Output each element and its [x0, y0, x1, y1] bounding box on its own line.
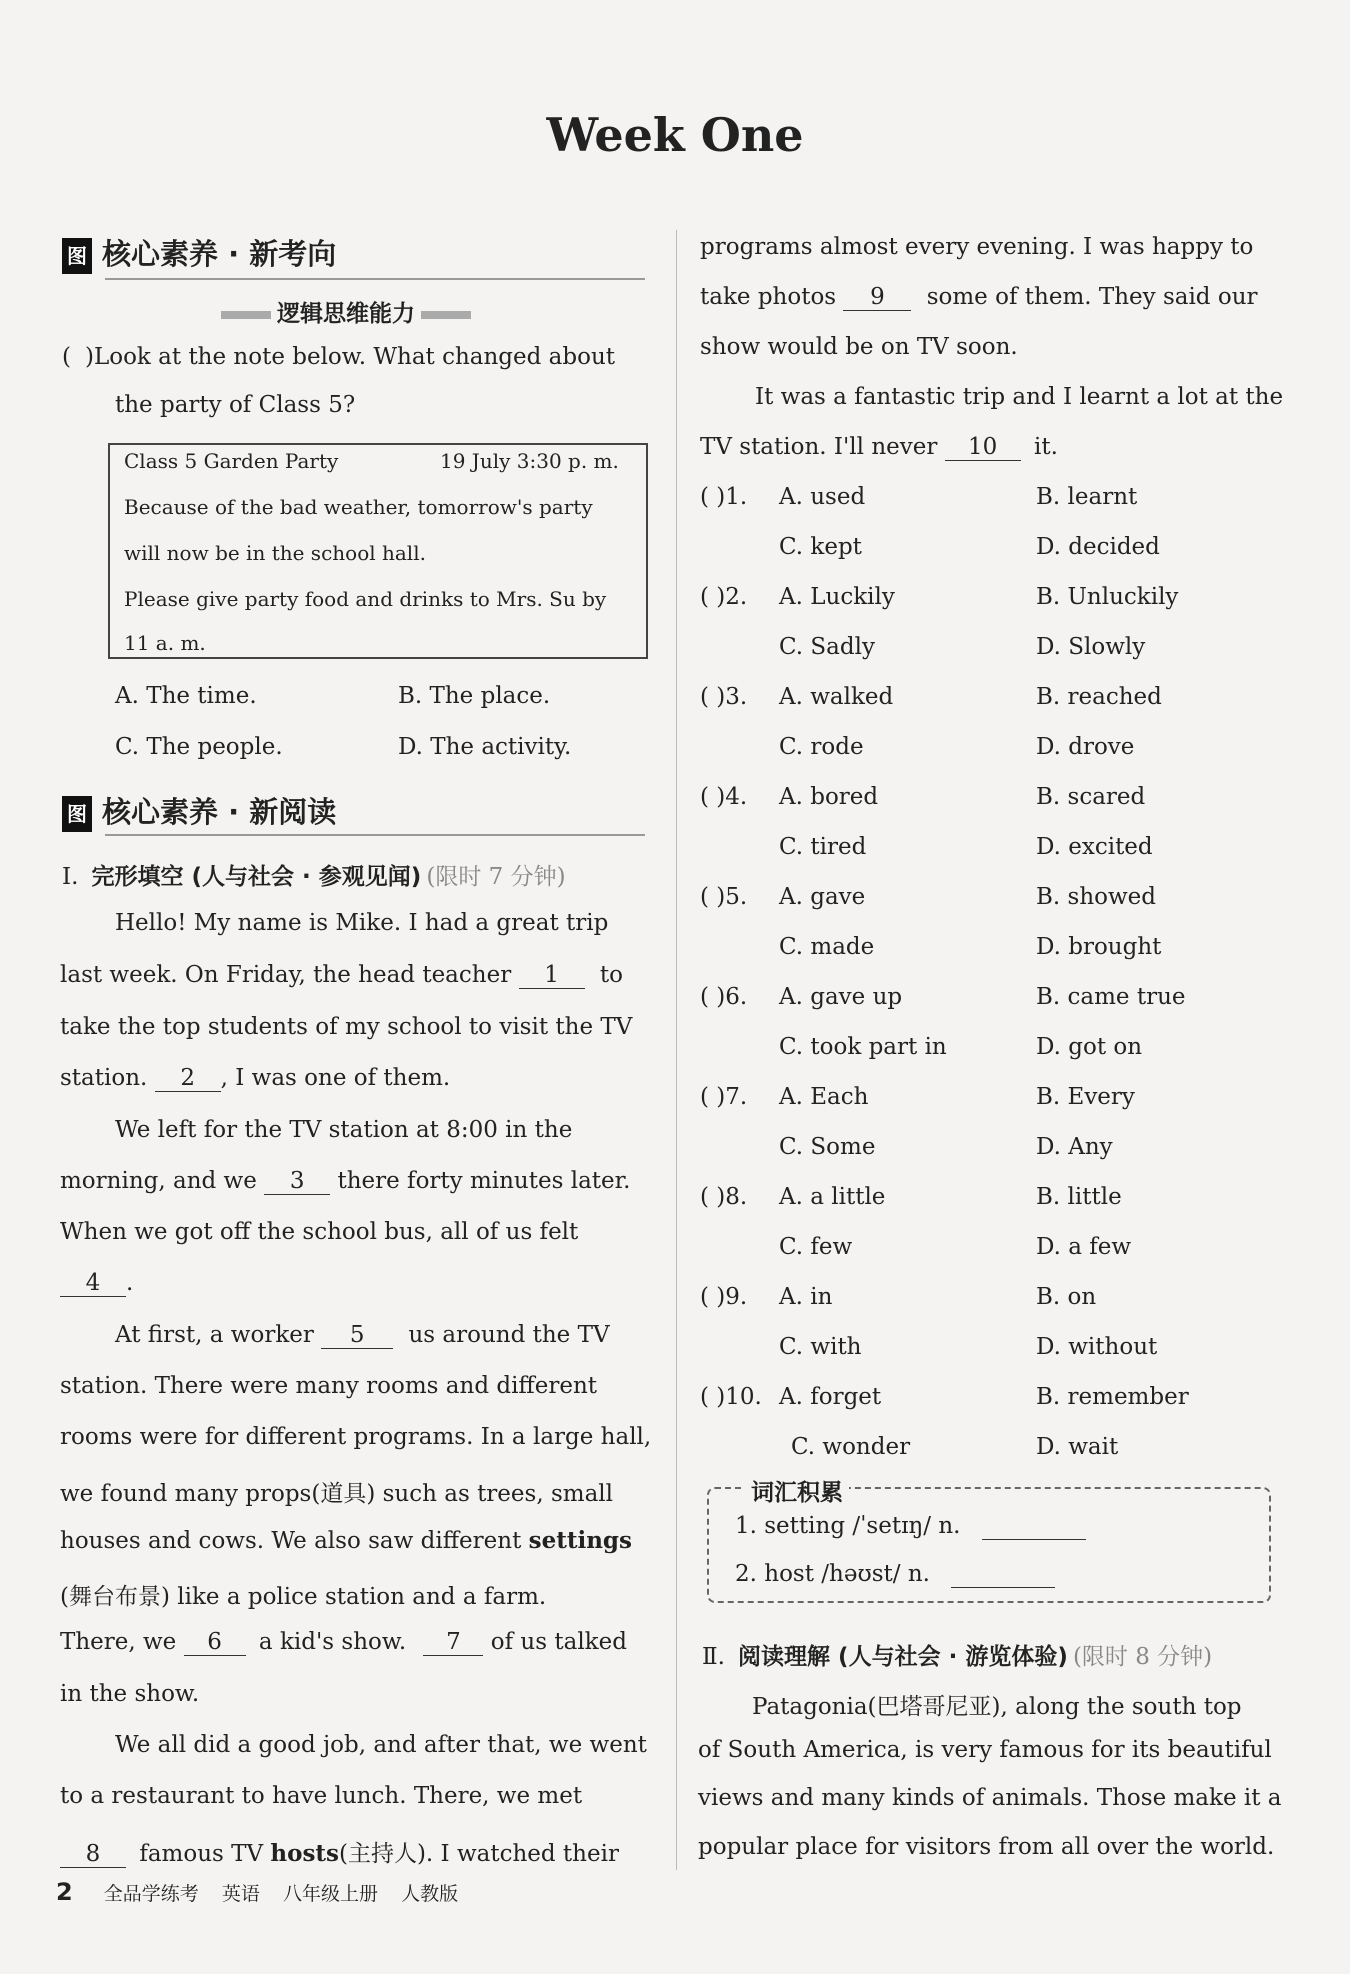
- note-line: 11 a. m.: [124, 631, 206, 655]
- question-stem: ( )Look at the note below. What changed about: [62, 344, 616, 370]
- note-header-right: 19 July 3:30 p. m.: [440, 449, 619, 473]
- question-number[interactable]: ( )1.: [700, 484, 748, 510]
- choice-a[interactable]: A. forget: [779, 1384, 882, 1410]
- question-number[interactable]: ( )4.: [700, 784, 748, 810]
- question-number[interactable]: ( )2.: [700, 584, 748, 610]
- question-number[interactable]: ( )7.: [700, 1084, 748, 1110]
- passage-line: morning, and we 3 there forty minutes later.: [60, 1168, 631, 1194]
- choice-c[interactable]: C. made: [779, 934, 875, 960]
- question-number[interactable]: ( )3.: [700, 684, 748, 710]
- blank-10[interactable]: 10: [945, 434, 1021, 461]
- passage-line: rooms were for different programs. In a large hall,: [60, 1424, 652, 1450]
- page-footer: [56, 1878, 458, 1906]
- choice-a[interactable]: A. Luckily: [779, 584, 895, 610]
- option-c[interactable]: C. The people.: [115, 734, 283, 760]
- page-title: Week One: [546, 108, 804, 162]
- choice-d[interactable]: D. Any: [1036, 1134, 1113, 1160]
- passage-line: programs almost every evening. I was happy to: [700, 234, 1254, 260]
- choice-c[interactable]: C. took part in: [779, 1034, 947, 1060]
- passage-line: At first, a worker 5 us around the TV: [115, 1322, 610, 1348]
- choice-d[interactable]: D. a few: [1036, 1234, 1132, 1260]
- choice-d[interactable]: D. drove: [1036, 734, 1135, 760]
- question-number[interactable]: ( )6.: [700, 984, 748, 1010]
- choice-a[interactable]: A. walked: [779, 684, 894, 710]
- section-heading-new-exam: 图 核心素养 · 新考向: [62, 232, 336, 274]
- note-header-left: Class 5 Garden Party: [124, 449, 339, 473]
- choice-c[interactable]: C. rode: [779, 734, 864, 760]
- reading-line: popular place for visitors from all over the world.: [698, 1834, 1275, 1860]
- question-number[interactable]: ( )5.: [700, 884, 748, 910]
- passage-line: take photos 9 some of them. They said our: [700, 284, 1258, 310]
- vocab-answer-2[interactable]: [951, 1561, 1055, 1588]
- choice-b[interactable]: B. Every: [1036, 1084, 1135, 1110]
- section-divider: [105, 834, 645, 836]
- party-note: [108, 443, 648, 659]
- section-divider: [105, 278, 645, 280]
- choice-a[interactable]: A. used: [779, 484, 866, 510]
- choice-a[interactable]: A. in: [779, 1284, 833, 1310]
- option-a[interactable]: A. The time.: [115, 683, 257, 709]
- passage-line: show would be on TV soon.: [700, 334, 1018, 360]
- blank-6[interactable]: 6: [184, 1629, 246, 1656]
- choice-a[interactable]: A. gave: [779, 884, 866, 910]
- option-d[interactable]: D. The activity.: [398, 734, 572, 760]
- part1-heading: Ⅰ. 完形填空 (人与社会 · 参观见闻) (限时 7 分钟): [62, 864, 566, 890]
- column-divider: [676, 230, 677, 1870]
- reading-line: views and many kinds of animals. Those make it a: [698, 1785, 1282, 1811]
- option-b[interactable]: B. The place.: [398, 683, 551, 709]
- passage-line: TV station. I'll never 10 it.: [700, 434, 1058, 460]
- vocab-item-host: 2. host /həʊst/ n.: [735, 1561, 1055, 1588]
- passage-line: houses and cows. We also saw different settings: [60, 1527, 632, 1554]
- footer-edition: 人教版: [401, 1883, 459, 1905]
- page-number: 2: [56, 1878, 73, 1906]
- choice-d[interactable]: D. wait: [1036, 1434, 1119, 1460]
- decor-band-left: [221, 311, 271, 319]
- passage-line: When we got off the school bus, all of us felt: [60, 1219, 579, 1245]
- blank-5[interactable]: 5: [321, 1322, 393, 1349]
- choice-b[interactable]: B. remember: [1036, 1384, 1189, 1410]
- choice-b[interactable]: B. scared: [1036, 784, 1146, 810]
- passage-line: last week. On Friday, the head teacher 1 to: [60, 962, 623, 988]
- section-book-icon: 图: [62, 796, 92, 832]
- passage-line: station. 2 , I was one of them.: [60, 1065, 451, 1091]
- section-heading-new-reading: 图 核心素养 · 新阅读: [62, 790, 336, 832]
- blank-3[interactable]: 3: [264, 1168, 330, 1195]
- choice-b[interactable]: B. learnt: [1036, 484, 1138, 510]
- choice-b[interactable]: B. little: [1036, 1184, 1122, 1210]
- note-line: Please give party food and drinks to Mrs. Su by: [124, 587, 607, 611]
- choice-a[interactable]: A. bored: [779, 784, 879, 810]
- passage-line: (舞台布景) like a police station and a farm.: [60, 1584, 547, 1610]
- passage-line: We all did a good job, and after that, we went: [115, 1732, 647, 1758]
- passage-line: Hello! My name is Mike. I had a great trip: [115, 910, 609, 936]
- section-book-icon: 图: [62, 238, 92, 274]
- passage-line: We left for the TV station at 8:00 in the: [115, 1117, 573, 1143]
- footer-book: 全品学练考: [103, 1883, 199, 1905]
- choice-c[interactable]: C. few: [779, 1234, 853, 1260]
- choice-b[interactable]: B. reached: [1036, 684, 1162, 710]
- note-line: Because of the bad weather, tomorrow's party: [124, 495, 593, 519]
- passage-line: 8 famous TV hosts(主持人). I watched their: [60, 1835, 619, 1868]
- blank-4[interactable]: 4: [60, 1270, 126, 1297]
- subheading-logic: 逻辑思维能力: [215, 295, 477, 328]
- blank-7[interactable]: 7: [423, 1629, 483, 1656]
- footer-subject: 英语: [221, 1883, 260, 1905]
- vocab-answer-1[interactable]: [982, 1513, 1086, 1540]
- passage-line: take the top students of my school to visit the TV: [60, 1014, 633, 1040]
- choice-c[interactable]: C. with: [779, 1334, 862, 1360]
- vocab-item-setting: 1. setting /ˈsetɪŋ/ n.: [735, 1513, 1086, 1540]
- passage-line: 4 .: [60, 1270, 133, 1297]
- choice-c[interactable]: C. Some: [779, 1134, 876, 1160]
- reading-line: of South America, is very famous for its beautiful: [698, 1737, 1272, 1763]
- reading-line: Patagonia(巴塔哥尼亚), along the south top: [752, 1694, 1242, 1720]
- choice-c[interactable]: C. Sadly: [779, 634, 875, 660]
- choice-d[interactable]: D. excited: [1036, 834, 1153, 860]
- choice-d[interactable]: D. without: [1036, 1334, 1158, 1360]
- choice-a[interactable]: A. gave up: [779, 984, 903, 1010]
- blank-8[interactable]: 8: [60, 1841, 126, 1868]
- passage-line: we found many props(道具) such as trees, small: [60, 1481, 613, 1507]
- choice-d[interactable]: D. brought: [1036, 934, 1162, 960]
- passage-line: There, we 6 a kid's show. 7 of us talked: [60, 1629, 627, 1655]
- choice-d[interactable]: D. Slowly: [1036, 634, 1146, 660]
- passage-line: It was a fantastic trip and I learnt a lot at the: [755, 384, 1284, 410]
- choice-c[interactable]: C. kept: [779, 534, 862, 560]
- footer-grade: 八年级上册: [283, 1883, 379, 1905]
- question-number[interactable]: ( )8.: [700, 1184, 748, 1210]
- note-line: will now be in the school hall.: [124, 541, 426, 565]
- passage-line: station. There were many rooms and different: [60, 1373, 598, 1399]
- choice-b[interactable]: B. Unluckily: [1036, 584, 1179, 610]
- choice-d[interactable]: D. got on: [1036, 1034, 1143, 1060]
- choice-b[interactable]: B. came true: [1036, 984, 1186, 1010]
- question-number[interactable]: ( )9.: [700, 1284, 748, 1310]
- passage-line: in the show.: [60, 1681, 200, 1707]
- decor-band-right: [421, 311, 471, 319]
- choice-c[interactable]: C. wonder: [791, 1434, 911, 1460]
- choice-b[interactable]: B. showed: [1036, 884, 1157, 910]
- choice-d[interactable]: D. decided: [1036, 534, 1160, 560]
- question-stem-2: the party of Class 5?: [115, 392, 356, 418]
- part2-heading: Ⅱ. 阅读理解 (人与社会 · 游览体验) (限时 8 分钟): [702, 1644, 1213, 1670]
- choice-c[interactable]: C. tired: [779, 834, 867, 860]
- choice-b[interactable]: B. on: [1036, 1284, 1097, 1310]
- blank-1[interactable]: 1: [519, 962, 585, 989]
- vocab-title: 词汇积累: [745, 1474, 849, 1507]
- blank-2[interactable]: 2: [155, 1065, 221, 1092]
- choice-a[interactable]: A. Each: [779, 1084, 869, 1110]
- blank-9[interactable]: 9: [843, 284, 911, 311]
- question-number[interactable]: ( )10.: [700, 1384, 762, 1410]
- passage-line: to a restaurant to have lunch. There, we met: [60, 1783, 583, 1809]
- choice-a[interactable]: A. a little: [779, 1184, 886, 1210]
